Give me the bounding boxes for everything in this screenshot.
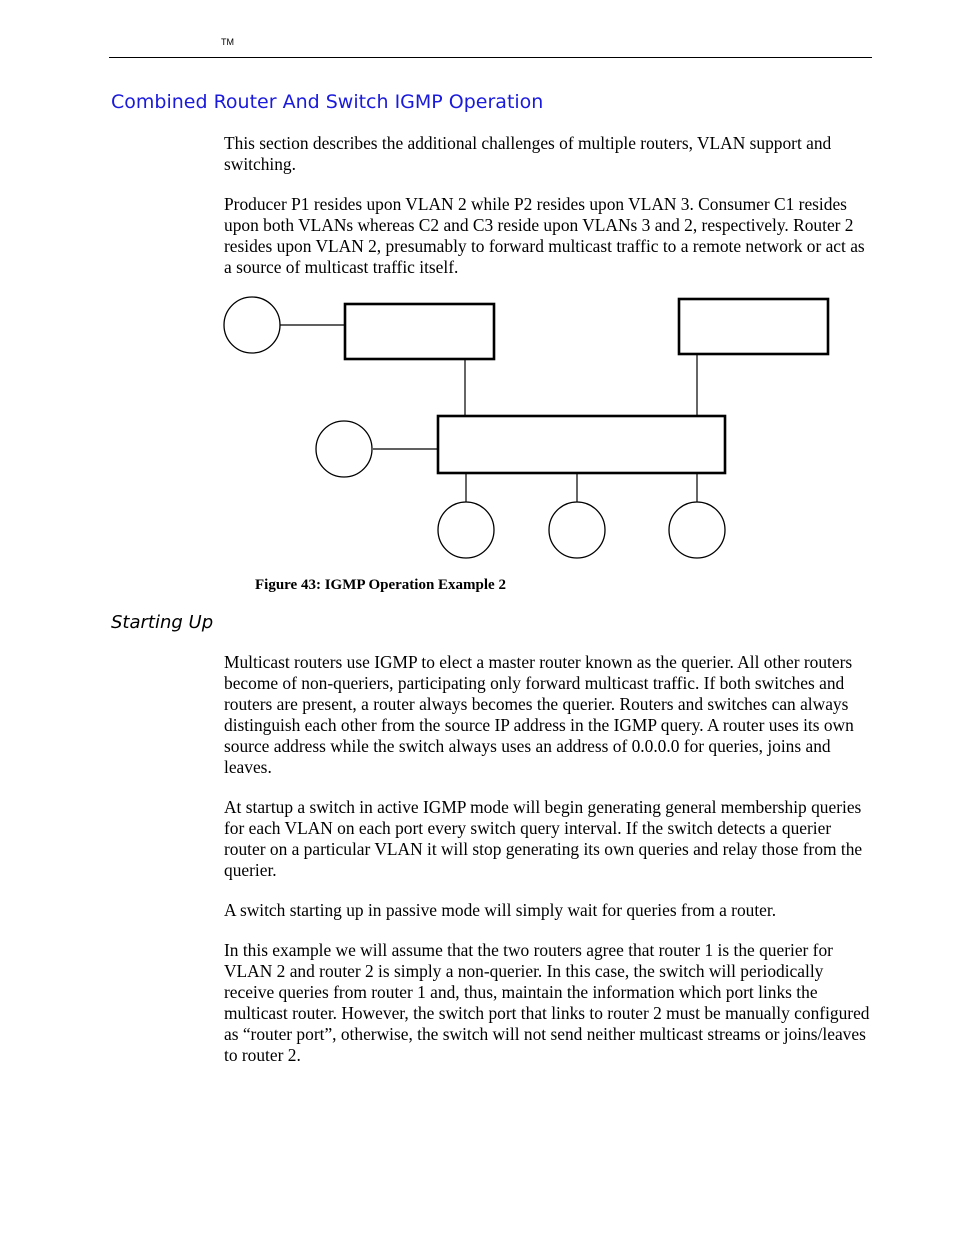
section-title: Combined Router And Switch IGMP Operation — [111, 91, 544, 113]
producer-p1-node — [224, 297, 280, 353]
consumer-c2-node — [549, 502, 605, 558]
active-mode-paragraph: At startup a switch in active IGMP mode will begin generating general membership queries for each VLAN on each port every switch query interval. If the switch detects a querier router on a particular VLAN it will stop generating its own queries and relay those from the querier. — [224, 797, 863, 880]
producers-paragraph: Producer P1 resides upon VLAN 2 while P2 resides upon VLAN 3. Consumer C1 resides upon both VLANs whereas C2 and C3 reside upon VLANs 3 and 2, respectively. Router 2 resides upon VLAN 2, presumably to forward multicast traffic to a remote network or act as a source of multicast traffic itself. — [224, 194, 865, 277]
consumer-c3-node — [669, 502, 725, 558]
router-2-box — [679, 299, 828, 354]
igmp-network-diagram — [0, 0, 954, 600]
trademark-mark: TM — [221, 37, 234, 47]
figure-caption: Figure 43: IGMP Operation Example 2 — [255, 577, 506, 593]
passive-mode-paragraph: A switch starting up in passive mode will simply wait for queries from a router. — [224, 900, 777, 920]
example-paragraph: In this example we will assume that the two routers agree that router 1 is the querier for VLAN 2 and router 2 is simply a non-querier. In this case, the switch will periodically receive queries from router 1 and, thus, maintain the information which port links the multicast router. However, the switch port that links to router 2 must be manually configured as “router port”, otherwise, the switch will not send neither multicast streams or joins/leaves to router 2. — [224, 940, 870, 1065]
intro-paragraph: This section describes the additional challenges of multiple routers, VLAN support and switching. — [224, 133, 832, 174]
switch-box — [438, 416, 725, 473]
subsection-title: Starting Up — [111, 612, 214, 633]
router-1-box — [345, 304, 494, 359]
querier-paragraph: Multicast routers use IGMP to elect a master router known as the querier. All other routers become of non-queriers, participating only forward multicast traffic. If both switches and routers are present, a router always becomes the querier. Routers and switches can always distinguish each other from the source IP address in the IGMP query. A router uses its own source address while the switch always uses an address of 0.0.0.0 for queries, joins and leaves. — [224, 652, 854, 777]
producer-p2-node — [316, 421, 372, 477]
consumer-c1-node — [438, 502, 494, 558]
